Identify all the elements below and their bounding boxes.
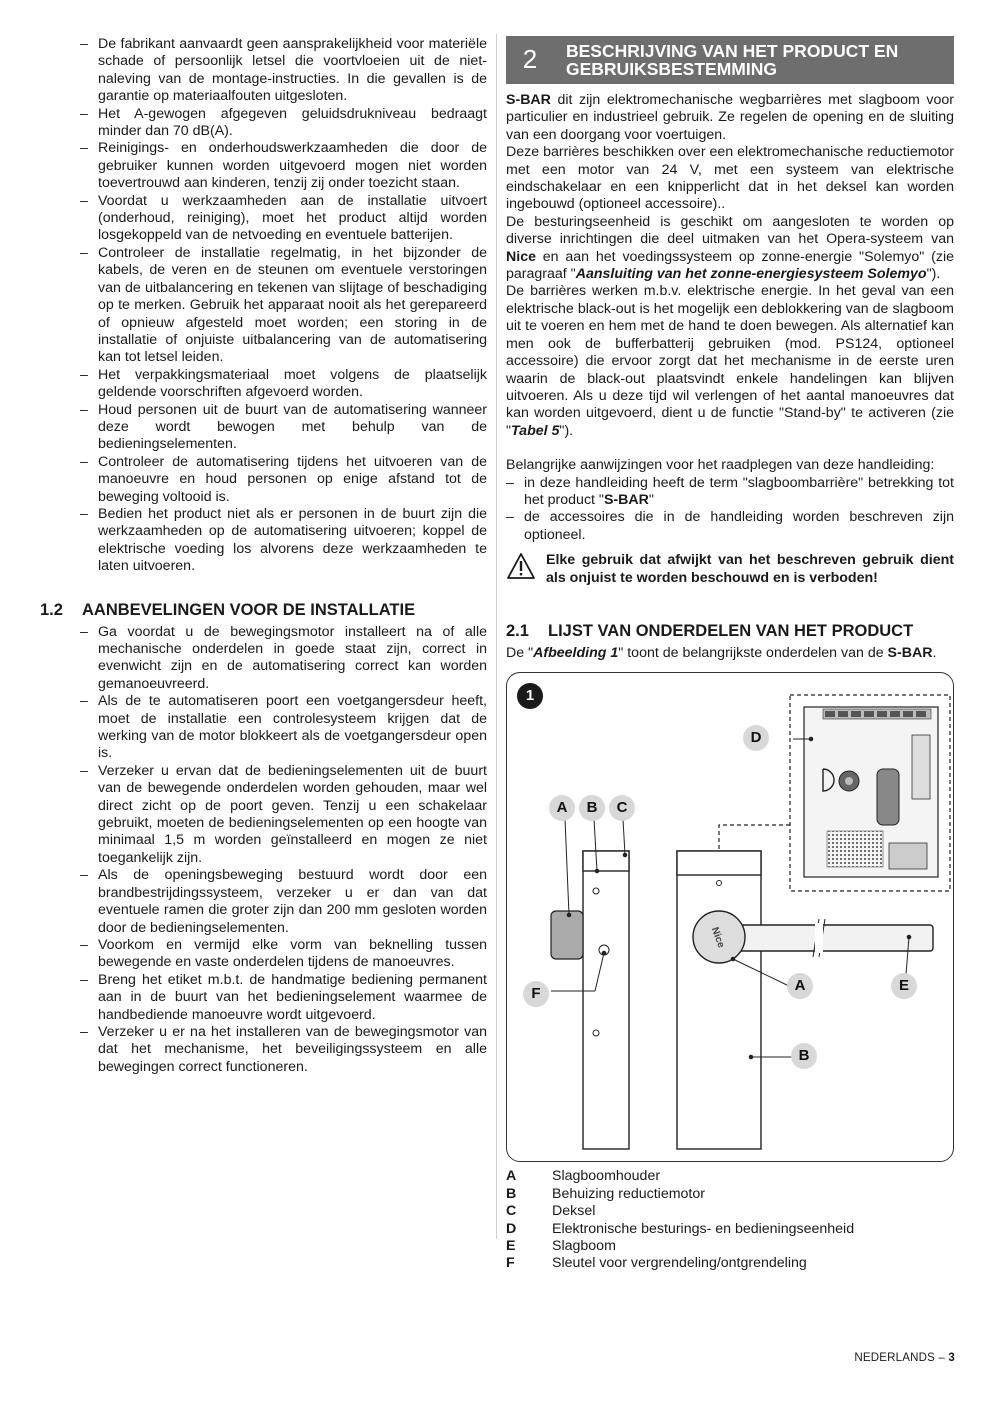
list-item: – Als de openingsbeweging bestuurd wordt door een brandbestrijdingssysteem, verzeker u er dan van dat eventuele ramen die groter zijn dan 200 mm gesloten worden door de bedieningselementen.	[80, 867, 487, 937]
cover-front	[677, 851, 761, 875]
list-item: – Voorkom en vermijd elke vorm van beknelling tussen bewegende en vaste onderdelen tijdens de manoeuvres.	[80, 937, 487, 972]
callout-d: D	[743, 725, 769, 751]
callout-e: E	[891, 973, 917, 999]
list-item: – Ga voordat u de bewegingsmotor installeert na of alle mechanische onderdelen in goede staat zijn, correct in evenwicht zijn en de automatisering correct kan worden gemanoeuvreerd.	[80, 624, 487, 694]
list-item: – Verzeker u ervan dat de bedieningselementen uit de buurt van de bewegende onderdelen worden gehouden, maar wel direct zicht op de poort geven. Tenzij u een schakelaar gebruikt, moeten de bedieningselementen op een hoogte van minimaal 1,5 m worden geïnstalleerd en mogen ze niet toegankelijk zijn.	[80, 763, 487, 867]
legend-row: E Slagboom	[506, 1238, 616, 1254]
list-item: – Controleer de installatie regelmatig, in het bijzonder de kabels, de veren en de steunen om eventuele verstoringen van de uitbalancering en tekenen van slijtage of beschadiging op te merken. Gebruik het apparaat nooit als het gerepareerd of opnieuw afgesteld moet worden; een storing in de installatie of onjuiste uitbalancering van de automatisering kan tot letsel leiden.	[80, 245, 487, 367]
callout-f: F	[523, 981, 549, 1007]
notes-list	[506, 475, 954, 545]
paragraph: Belangrijke aanwijzingen voor het raadplegen van deze handleiding:	[506, 457, 935, 474]
callout-a-front: A	[787, 973, 813, 999]
section-heading-1-2: 1.2 AANBEVELINGEN VOOR DE INSTALLATIE	[40, 600, 416, 619]
column-divider	[496, 34, 497, 1239]
list-item: – Reinigings- en onderhoudswerkzaamheden die door de gebruiker kunnen worden uitgevoerd mogen niet worden toevertrouwd aan kinderen, tenzij zij onder toezicht staan.	[80, 140, 487, 192]
legend-row: C Deksel	[506, 1203, 596, 1220]
list-item: – de accessoires die in de handleiding worden beschreven zijn optioneel.	[506, 509, 954, 544]
list-item: – Verzeker u er na het installeren van de bewegingsmotor van dat het mechanisme, het beveiligingssysteem en alle bewegingen correct functioneren.	[80, 1024, 487, 1076]
installation-list	[80, 624, 487, 1077]
chapter-title: BESCHRIJVING VAN HET PRODUCT EN GEBRUIKSBESTEMMING	[566, 41, 899, 79]
terminal-block	[823, 709, 931, 719]
paragraph: Deze barrières beschikken over een elektromechanische reductiemotor met een motor van 24 V, met een systeem van elektrische eindschakelaar en een knipperlicht dat in het deksel kan worden ingebouwd (optioneel accessoire)..	[506, 144, 954, 213]
page-footer: NEDERLANDS – 3	[854, 1352, 955, 1364]
legend-row: A Slagboomhouder	[506, 1168, 661, 1185]
legend-row: F Sleutel voor vergrendeling/ontgrendeling	[506, 1255, 807, 1272]
barrier-drawing	[507, 673, 953, 1161]
list-item: – Houd personen uit de buurt van de automatisering wanneer deze wordt bewogen met behulp van de bedieningselementen.	[80, 402, 487, 454]
list-item: – Controleer de automatisering tijdens het uitvoeren van de manoeuvre en houd personen op enige afstand tot de beweging voltooid is.	[80, 454, 487, 506]
cover-side	[583, 851, 629, 871]
boom-holder-side	[551, 911, 583, 959]
legend-row: B Behuizing reductiemotor	[506, 1185, 705, 1202]
list-item: – Bedien het product niet als er personen in de buurt zijn die werkzaamheden op de automatisering uitvoeren; koppel de elektrische voeding los alvorens deze werkzaamheden te laten uitvoeren.	[80, 506, 487, 576]
figure-1	[506, 672, 954, 1162]
paragraph: De "Afbeelding 1" toont de belangrijkste onderdelen van de S-BAR.	[506, 644, 937, 661]
list-item: – Het verpakkingsmateriaal moet volgens de plaatselijk geldende voorschriften afgevoerd worden.	[80, 367, 487, 402]
figure-number-badge: 1	[517, 683, 543, 709]
warning-icon	[506, 552, 546, 587]
legend-row: D Elektronische besturings- en bedieningseenheid	[506, 1220, 855, 1237]
left-column	[40, 36, 487, 1076]
list-item: – Als de te automatiseren poort een voetgangersdeur heeft, moet de installatie een controlesysteem krijgen dat de werking van de motor blokkeert als de voetgangersdeur open is.	[80, 693, 487, 763]
board-buttons	[912, 735, 930, 799]
paragraph: S-BAR dit zijn elektromechanische wegbarrières met slagboom voor particulier en industrieel gebruik. Ze regelen de opening en de sluiting van een doorgang voor voertuigen.	[506, 92, 954, 143]
board-heatsink	[827, 831, 883, 867]
list-item: – Het A-gewogen afgegeven geluidsdrukniveau bedraagt minder dan 70 dB(A).	[80, 106, 487, 141]
list-item: – Breng het etiket m.b.t. de handmatige bediening permanent aan in de buurt van het bedieningselement waarmee de handbediende manoeuvre wordt uitgevoerd.	[80, 972, 487, 1024]
paragraph: De besturingseenheid is geschikt om aangesloten te worden op diverse inrichtingen die deel uitmaken van het Opera-systeem van Nice en aan het voedingssysteem op zonne-energie "Solemyo" (zie paragraaf "Aansluiting van het zonne-energiesysteem Solemyo").	[506, 213, 954, 283]
callout-b: B	[579, 795, 605, 821]
callout-b-front: B	[791, 1043, 817, 1069]
list-item: – Voordat u werkzaamheden aan de installatie uitvoert (onderhoud, reiniging), moet het product altijd worden losgekoppeld van de netvoeding en eventuele batterijen.	[80, 193, 487, 245]
board-battery-slot	[889, 843, 927, 869]
board-transformer	[877, 769, 899, 825]
housing-side-view	[583, 851, 629, 1149]
figure-legend	[506, 1168, 954, 1272]
right-column	[506, 36, 954, 1273]
section-heading-2-1: 2.1 LIJST VAN ONDERDELEN VAN HET PRODUCT	[506, 621, 914, 640]
warning-box	[506, 552, 954, 587]
callout-c: C	[609, 795, 635, 821]
nice-logo: Nice	[708, 926, 727, 950]
callout-a: A	[549, 795, 575, 821]
safety-list	[80, 36, 487, 576]
housing-front-view	[677, 851, 761, 1149]
warning-text: Elke gebruik dat afwijkt van het beschreven gebruik dient als onjuist te worden beschouwd en is verboden!	[546, 552, 954, 586]
list-item: – De fabrikant aanvaardt geen aansprakelijkheid voor materiële schade of persoonlijk letsel die voortvloeien uit de niet-naleving van de montage-instructies. In die gevallen is de garantie op materiaalfouten uitgesloten.	[80, 36, 487, 106]
paragraph: De barrières werken m.b.v. elektrische energie. In het geval van een elektrische black-out is het mogelijk een deblokkering van de slagboom uit te voeren en hem met de hand te doen bewegen. Als alternatief kan men ook de bufferbatterij gebruiken (mod. PS124, optioneel accessoire) die ervoor zorgt dat het mechanisme in de eerste uren waarin de black-out plaatsvindt enkele handelingen kan blijven uitvoeren. Als u deze tijd wil verlengen of het aantal manoeuvres dat kan worden uitgevoerd, dient u de functie "Stand-by" te activeren (zie "Tabel 5").	[506, 283, 954, 439]
list-item: – in deze handleiding heeft de term "slagboombarrière" betrekking tot het product "S-BAR"	[506, 475, 954, 510]
chapter-header: 2 BESCHRIJVING VAN HET PRODUCT EN GEBRUIKSBESTEMMING	[506, 36, 954, 84]
